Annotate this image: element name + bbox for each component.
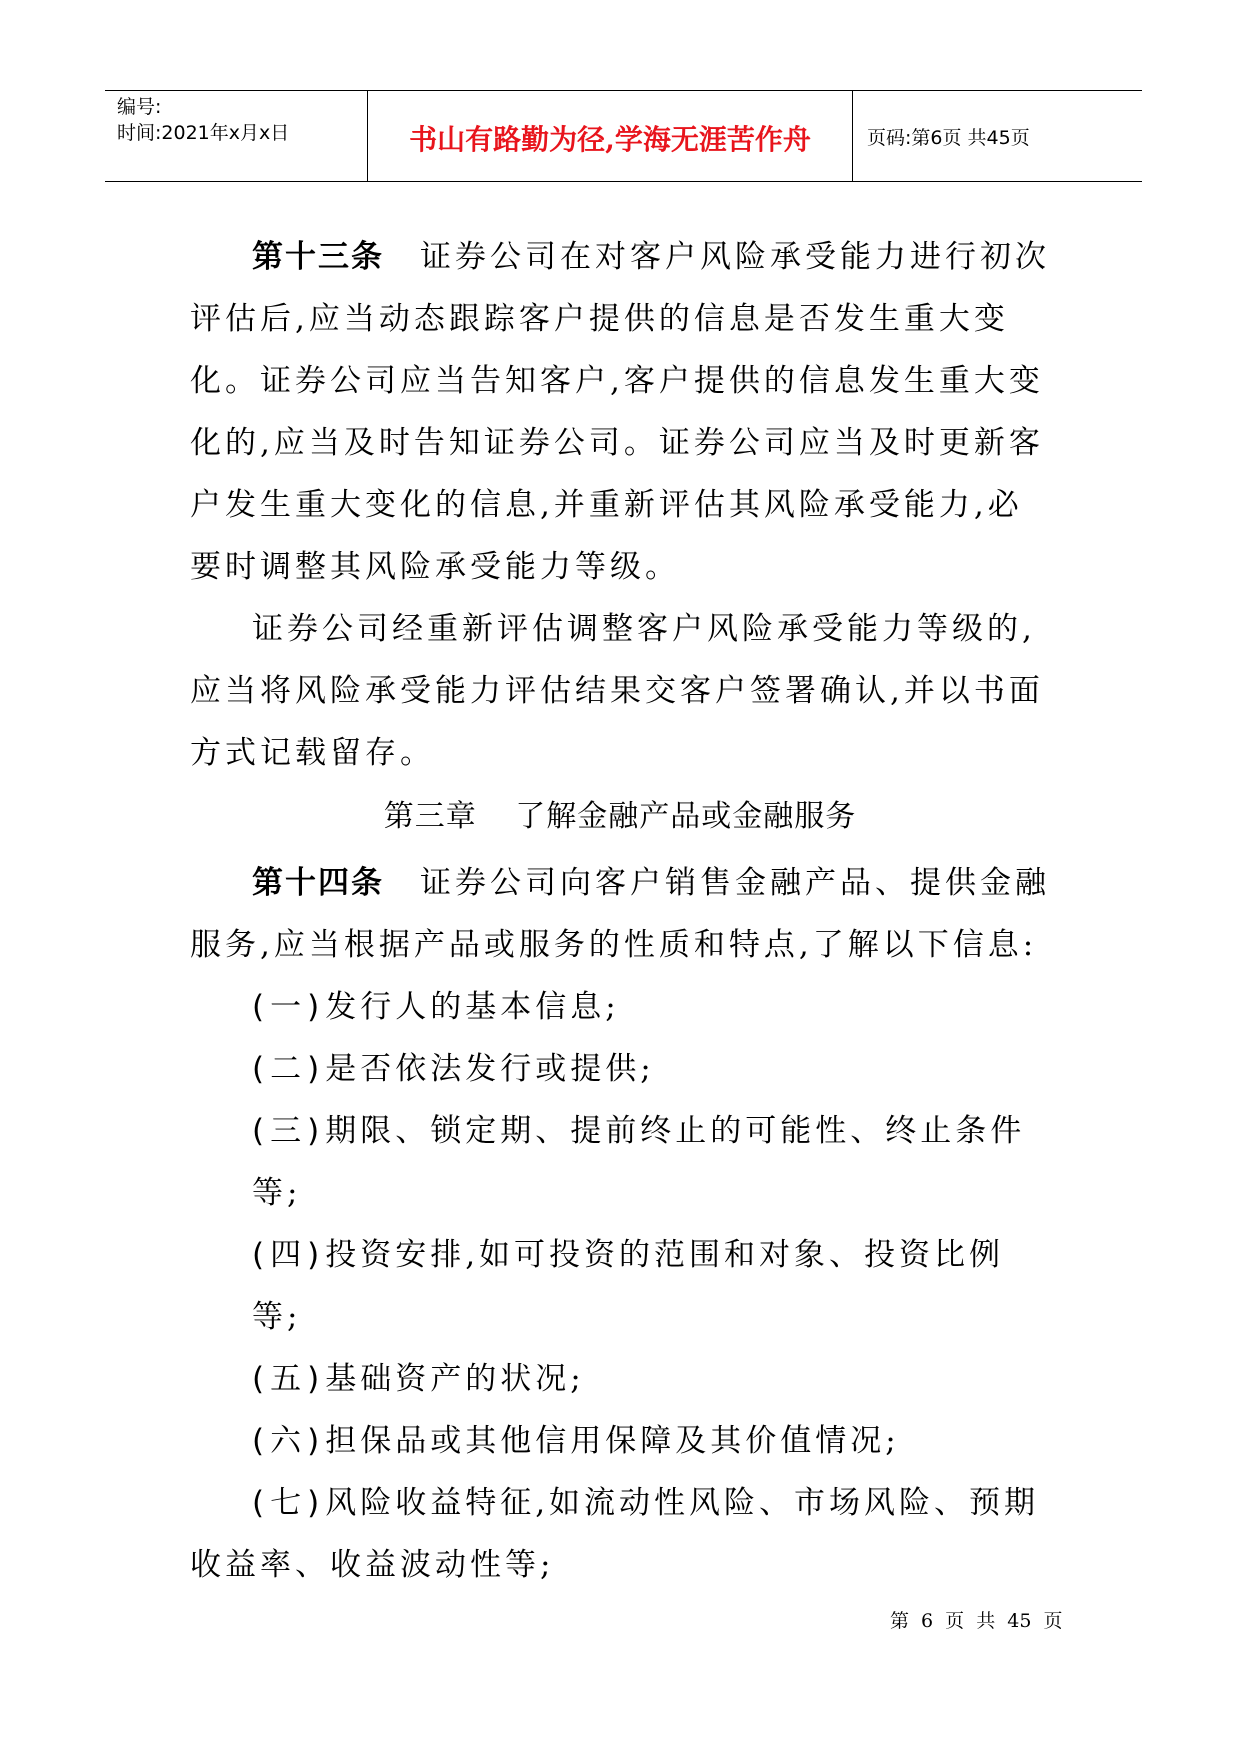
list-item: [190, 1100, 1050, 1224]
article-13-paragraph-1: [190, 226, 1050, 598]
list-item: [190, 1038, 1050, 1100]
header-page-info: 页码:第6页 共45页: [867, 126, 1030, 149]
article-14-intro-text: 证券公司向客户销售金融产品、提供金融服务,应当根据产品或服务的性质和特点,了解以下信息:: [190, 865, 1050, 963]
list-item: [190, 976, 1050, 1038]
list-item: [190, 1472, 1050, 1596]
article-13-text-1: 证券公司在对客户风险承受能力进行初次评估后,应当动态跟踪客户提供的信息是否发生重大变化。证券公司应当告知客户,客户提供的信息发生重大变化的,应当及时告知证券公司。证券公司应当及时更新客户发生重大变化的信息,并重新评估其风险承受能力,必要时调整其风险承受能力等级。: [190, 239, 1050, 585]
list-item-text: 是否依法发行或提供;: [325, 1051, 655, 1087]
article-13-paragraph-2: 证券公司经重新评估调整客户风险承受能力等级的,应当将风险承受能力评估结果交客户签署确认,并以书面方式记载留存。: [190, 611, 1044, 771]
list-item: [190, 1348, 1050, 1410]
article-13-title: 第十三条: [252, 239, 384, 275]
document-code-label: 编号:: [117, 96, 162, 118]
article-14-title: 第十四条: [252, 865, 384, 901]
list-item-number: (一): [252, 989, 326, 1025]
list-item: [190, 1410, 1050, 1472]
list-item-number: (四): [252, 1237, 326, 1273]
header-motto: 书山有路勤为径,学海无涯苦作舟: [409, 123, 811, 156]
document-time-label: 时间:2021年x月x日: [117, 122, 290, 144]
page-header: [105, 90, 1142, 182]
article-14-intro: [190, 852, 1050, 976]
list-item-number: (六): [252, 1423, 326, 1459]
page-footer: 第 6 页 共 45 页: [890, 1610, 1063, 1632]
header-motto-cell: [368, 91, 853, 181]
list-item-number: (三): [252, 1113, 326, 1149]
list-item-text: 投资安排,如可投资的范围和对象、投资比例等;: [252, 1237, 1005, 1335]
list-item-text: 基础资产的状况;: [325, 1361, 585, 1397]
list-item-number: (二): [252, 1051, 326, 1087]
list-item-number: (五): [252, 1361, 326, 1397]
chapter-heading: 第三章 了解金融产品或金融服务: [383, 799, 857, 834]
list-item-number: (七): [252, 1485, 326, 1521]
list-item-text: 担保品或其他信用保障及其价值情况;: [325, 1423, 900, 1459]
list-item-text: 发行人的基本信息;: [325, 989, 620, 1025]
list-item-text: 期限、锁定期、提前终止的可能性、终止条件等;: [252, 1113, 1026, 1211]
list-item-text: 风险收益特征,如流动性风险、市场风险、预期收益率、收益波动性等;: [190, 1485, 1040, 1583]
header-meta: [105, 91, 368, 181]
list-item: [190, 1224, 1050, 1348]
document-body: [190, 226, 1050, 1596]
